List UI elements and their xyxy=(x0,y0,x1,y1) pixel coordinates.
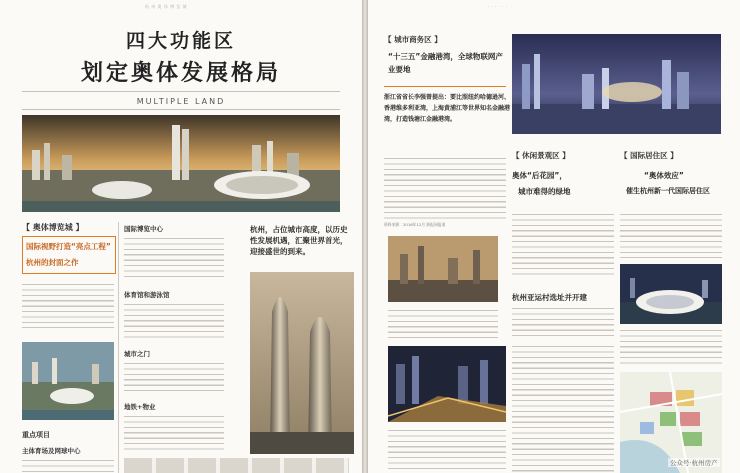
leisure-title-line2: 城市难得的绿地 xyxy=(518,187,571,196)
body-paragraph xyxy=(388,310,498,340)
highlight-box xyxy=(22,236,116,274)
body-paragraph xyxy=(22,284,114,328)
divider xyxy=(22,91,340,92)
page-title-line2: 划定奥体发展格局 xyxy=(80,61,281,86)
body-paragraph xyxy=(22,460,114,473)
leisure-title-line1: 奥体“后花园”， xyxy=(512,171,567,180)
body-paragraph xyxy=(124,363,224,393)
page-header-small: · · · · · · xyxy=(488,4,508,9)
quote-text: 杭州，占位城市高度，以历史性发展机遇，汇聚世界首光，迎接盛世的到来。 xyxy=(250,225,348,256)
section-head-expo: 【 奥体博览城 】 xyxy=(22,223,84,232)
column-divider xyxy=(118,222,119,473)
body-paragraph xyxy=(124,238,224,280)
body-paragraph xyxy=(620,214,722,258)
page-header-small: 杭 州 奥 体 博 览 城 xyxy=(145,4,188,9)
stadium-tennis-title: 主体育场及网球中心 xyxy=(22,447,81,455)
section-head-residence: 【 国际居住区 】 xyxy=(620,151,678,160)
business-title: “十三五”金融港湾，全球物联网产业要地 xyxy=(388,52,503,74)
page-title-line1: 四大功能区 xyxy=(125,30,236,52)
expo-title-line2: 杭州的封面之作 xyxy=(26,258,79,267)
residence-title-line2: 催生杭州新一代国际居住区 xyxy=(626,187,710,195)
stadium-night-image xyxy=(620,264,722,324)
body-paragraph xyxy=(512,214,614,276)
body-paragraph xyxy=(384,158,506,220)
body-paragraph xyxy=(620,330,722,364)
right-page xyxy=(368,0,740,473)
body-paragraph xyxy=(388,430,506,473)
city-photo-image xyxy=(388,236,498,302)
subtitle: MULTIPLE LAND xyxy=(136,97,226,106)
key-projects-head: 重点项目 xyxy=(22,431,50,439)
body-paragraph xyxy=(124,304,224,340)
lead-paragraph: 浙江省省长李强曾提出：要比照纽约哈德逊河、香港维多利亚湾，上海黄浦江等世界知名金融港湾，打造钱塘江金融港湾。 xyxy=(384,94,511,123)
source-note: 资料来源：2016年12月 浙报网报道 xyxy=(384,222,446,227)
residence-title-line1: “奥体效应” xyxy=(644,171,684,180)
aerial-image xyxy=(22,342,114,420)
section-head-leisure: 【 休闲景观区 】 xyxy=(512,151,570,160)
expo-center-head: 国际博览中心 xyxy=(124,225,163,233)
expo-title-line1: 国际视野打造“亮点工程” xyxy=(26,242,111,251)
night-road-image xyxy=(388,346,506,422)
divider xyxy=(22,109,340,110)
left-page xyxy=(0,0,362,473)
stadium-render-image xyxy=(22,115,340,212)
accent-rule xyxy=(384,86,506,87)
gym-pool-head: 体育馆和游泳馆 xyxy=(124,291,170,299)
asian-games-title: 杭州亚运村选址并开建 xyxy=(512,293,587,302)
footer-strip xyxy=(124,458,349,473)
twin-tower-image xyxy=(250,272,354,454)
metro-property-head: 地铁+物业 xyxy=(124,403,156,411)
watermark: 公众号·杭州房产 xyxy=(670,459,718,467)
body-paragraph xyxy=(124,416,224,452)
section-head-business: 【 城市商务区 】 xyxy=(384,35,442,44)
night-skyline-image xyxy=(512,34,721,134)
body-paragraph xyxy=(512,308,614,338)
city-gate-head: 城市之门 xyxy=(124,350,150,358)
body-paragraph xyxy=(512,346,614,473)
